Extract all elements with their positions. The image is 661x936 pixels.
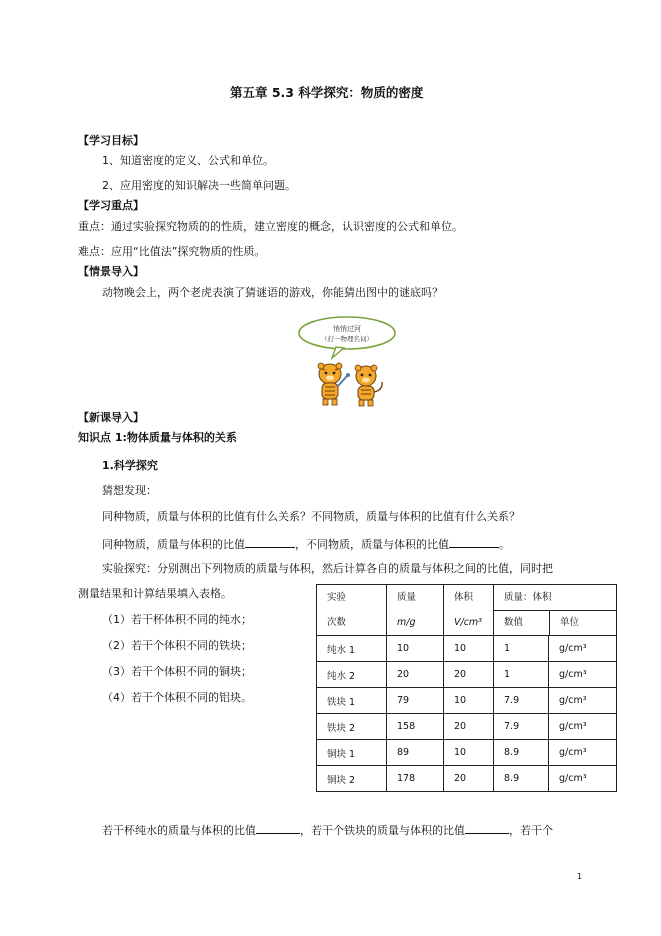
cell-mass: 89 — [387, 740, 444, 766]
experiment-text-2: 测量结果和计算结果填入表格。 — [78, 587, 232, 600]
answer-blank-2[interactable] — [449, 536, 499, 548]
fill-sentence — [102, 536, 510, 552]
cell-mass: 20 — [387, 662, 444, 688]
answer-blank-1[interactable] — [245, 536, 295, 548]
cell-mass: 79 — [387, 688, 444, 714]
cell-volume: 10 — [444, 688, 494, 714]
fill-part-b: ，不同物质，质量与体积的比值 — [295, 538, 449, 551]
scene-text: 动物晚会上，两个老虎表演了猜谜语的游戏，你能猜出图中的谜底吗？ — [102, 286, 443, 299]
header-ratio-title: 质量：体积 — [494, 585, 616, 611]
header-volume-line2: V/cm³ — [454, 617, 482, 628]
bubble-line-2: （打一物理名词） — [321, 335, 373, 343]
experiment-text-1: 实验探究：分别测出下列物质的质量与体积，然后计算各自的质量与体积之间的比值，同时把 — [102, 562, 553, 575]
list-item: （3）若干个体积不同的铜块； — [102, 665, 252, 678]
cell-value: 7.9 — [494, 688, 549, 714]
conclusion-sentence — [102, 822, 553, 838]
keypoint-text: 重点：通过实验探究物质的的性质，建立密度的概念，认识密度的公式和单位。 — [78, 220, 463, 233]
cell-value: 8.9 — [494, 766, 549, 792]
cell-unit: g/cm³ — [549, 688, 617, 714]
header-ratio-value: 数值 — [494, 611, 550, 635]
table-row — [317, 740, 617, 766]
page-number: 1 — [577, 872, 583, 881]
conclusion-part-c: ，若干个 — [509, 824, 553, 837]
table-row — [317, 636, 617, 662]
cell-unit: g/cm³ — [549, 636, 617, 662]
header-mass-line2: m/g — [397, 617, 416, 628]
cell-unit: g/cm³ — [549, 766, 617, 792]
table-row — [317, 688, 617, 714]
cell-name: 铜块 2 — [317, 766, 387, 792]
header-ratio-unit: 单位 — [560, 617, 580, 628]
cell-name: 铜块 1 — [317, 740, 387, 766]
keypoints-heading: 【学习重点】 — [78, 199, 144, 212]
answer-blank-3[interactable] — [256, 822, 300, 834]
right-tiger-icon — [355, 365, 382, 406]
difficulty-text: 难点：应用“比值法”探究物质的性质。 — [78, 245, 266, 258]
header-ratio — [494, 585, 617, 636]
list-item: （1）若干杯体积不同的纯水； — [102, 613, 252, 626]
table-row — [317, 766, 617, 792]
header-mass — [387, 585, 444, 636]
cell-unit: g/cm³ — [549, 740, 617, 766]
cell-volume: 20 — [444, 714, 494, 740]
cell-volume: 10 — [444, 636, 494, 662]
header-experiment-line1: 实验 — [327, 592, 347, 603]
cell-value: 1 — [494, 662, 549, 688]
cell-name: 铁块 1 — [317, 688, 387, 714]
guess-label: 猜想发现： — [102, 484, 157, 497]
header-experiment-line2: 次数 — [327, 617, 347, 628]
header-experiment — [317, 585, 387, 636]
question-text: 同种物质，质量与体积的比值有什么关系？不同物质，质量与体积的比值有什么关系？ — [102, 510, 520, 523]
cell-volume: 20 — [444, 662, 494, 688]
cell-mass: 10 — [387, 636, 444, 662]
answer-blank-4[interactable] — [465, 822, 509, 834]
sub-heading-inquiry: 1.科学探究 — [102, 459, 158, 472]
page-title: 第五章 5.3 科学探究：物质的密度 — [230, 85, 424, 100]
left-tiger-icon — [318, 363, 350, 405]
table-row — [317, 714, 617, 740]
tiger-riddle-illustration — [292, 316, 402, 408]
cell-value: 8.9 — [494, 740, 549, 766]
new-lesson-heading: 【新课导入】 — [78, 411, 144, 424]
knowledge-point-1: 知识点 1:物体质量与体积的关系 — [78, 431, 237, 444]
cell-value: 7.9 — [494, 714, 549, 740]
header-volume-line1: 体积 — [454, 592, 474, 603]
fill-part-c: 。 — [499, 538, 510, 551]
table-row — [317, 662, 617, 688]
cell-name: 纯水 1 — [317, 636, 387, 662]
cell-volume: 20 — [444, 766, 494, 792]
scene-heading: 【情景导入】 — [78, 265, 144, 278]
header-volume — [444, 585, 494, 636]
list-item: （4）若干个体积不同的铝块。 — [102, 691, 252, 704]
goal-1: 1、知道密度的定义、公式和单位。 — [102, 154, 274, 167]
list-item: （2）若干个体积不同的铁块； — [102, 639, 252, 652]
bubble-line-1: 悄悄过河 — [333, 325, 361, 333]
header-mass-line1: 质量 — [397, 592, 417, 603]
goal-2: 2、应用密度的知识解决一些简单问题。 — [102, 179, 296, 192]
cell-value: 1 — [494, 636, 549, 662]
cell-volume: 10 — [444, 740, 494, 766]
measurement-table — [316, 584, 617, 792]
cell-unit: g/cm³ — [549, 714, 617, 740]
conclusion-part-a: 若干杯纯水的质量与体积的比值 — [102, 824, 256, 837]
conclusion-part-b: ，若干个铁块的质量与体积的比值 — [300, 824, 465, 837]
cell-name: 纯水 2 — [317, 662, 387, 688]
goals-heading: 【学习目标】 — [78, 134, 144, 147]
cell-unit: g/cm³ — [549, 662, 617, 688]
cell-name: 铁块 2 — [317, 714, 387, 740]
cell-mass: 158 — [387, 714, 444, 740]
fill-part-a: 同种物质，质量与体积的比值 — [102, 538, 245, 551]
cell-mass: 178 — [387, 766, 444, 792]
